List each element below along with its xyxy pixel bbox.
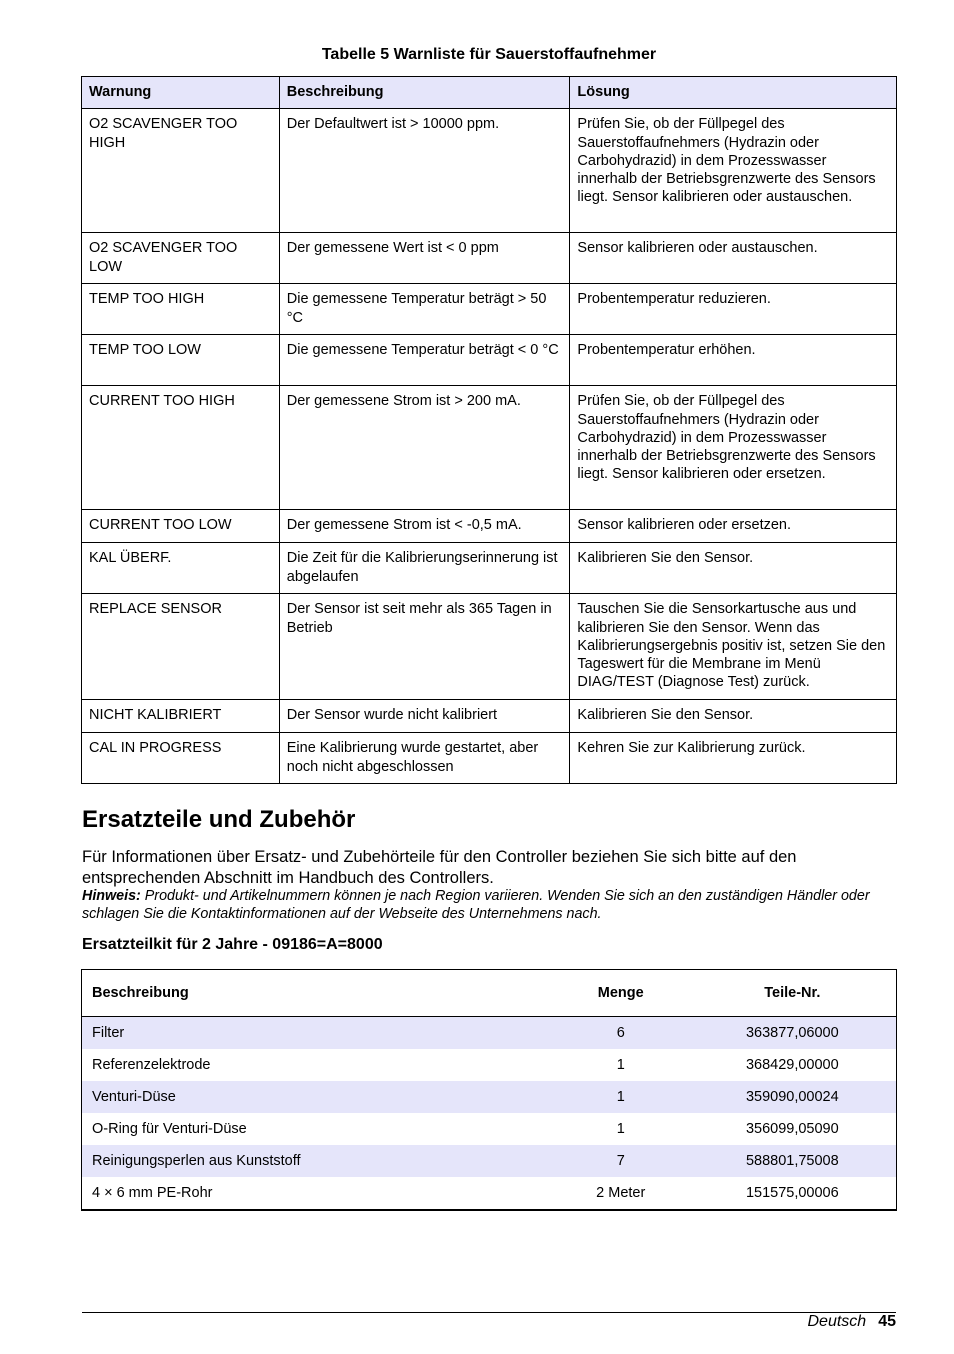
table-row [82, 1145, 897, 1177]
solution-cell: Prüfen Sie, ob der Füllpegel des Sauerstoffaufnehmers (Hydrazin oder Carbohydrazid) in dem Prozesswasser innerhalb der Betriebsgrenzwerte des Sensors liegt. Sensor kalibrieren oder ersetzen. [570, 386, 897, 510]
warning-cell: REPLACE SENSOR [82, 594, 280, 700]
table-row [82, 733, 897, 784]
warning-cell: KAL ÜBERF. [82, 543, 280, 594]
part-description-cell: 4 × 6 mm PE-Rohr [92, 1185, 213, 1201]
solution-cell: Tauschen Sie die Sensorkartusche aus und kalibrieren Sie den Sensor. Wenn das Kalibrierungsergebnis positiv ist, setzen Sie den Tageswert für die Membrane im Menü DIAG/TEST (Diagnose Test) zurück. [570, 594, 897, 700]
solution-cell: Sensor kalibrieren oder austauschen. [570, 233, 897, 284]
part-description-cell: Referenzelektrode [92, 1057, 211, 1073]
note-text: Produkt- und Artikelnummern können je nach Region variieren. Wenden Sie sich an den zuständigen Händler oder schlagen Sie die Kontaktinformationen auf der Webseite des Unternehmens nach. [82, 888, 870, 922]
part-quantity-cell: 1 [616, 1057, 625, 1073]
description-cell: Der Sensor wurde nicht kalibriert [279, 700, 570, 733]
table-row [82, 700, 897, 733]
part-description-cell: Reinigungsperlen aus Kunststoff [82, 1145, 553, 1177]
warning-cell: CURRENT TOO HIGH [82, 386, 280, 510]
description-cell: Die gemessene Temperatur beträgt > 50 °C [279, 284, 570, 335]
warning-cell: TEMP TOO HIGH [82, 284, 280, 335]
parts-kit-heading: Ersatzteilkit für 2 Jahre - 09186=A=8000 [82, 936, 383, 953]
description-cell: Die Zeit für die Kalibrierungserinnerung ist abgelaufen [279, 543, 570, 594]
description-cell: Der Defaultwert ist > 10000 ppm. [279, 109, 570, 233]
table-row [82, 1081, 897, 1113]
part-quantity-cell: 1 [553, 1081, 689, 1113]
warning-cell: NICHT KALIBRIERT [82, 700, 280, 733]
solution-cell: Kehren Sie zur Kalibrierung zurück. [570, 733, 897, 784]
part-quantity-cell: 2 Meter [596, 1185, 646, 1201]
part-number-cell: 359090,00024 [689, 1081, 897, 1113]
part-quantity-cell: 6 [553, 1017, 689, 1050]
part-number-cell: 363877,06000 [689, 1017, 897, 1050]
footer-language: Deutsch [807, 1313, 867, 1330]
table-row [82, 284, 897, 335]
note-paragraph [82, 888, 896, 923]
column-header-beschreibung: Beschreibung [279, 77, 570, 109]
part-number-cell: 368429,00000 [745, 1057, 839, 1073]
table-row [82, 594, 897, 700]
warning-cell: CURRENT TOO LOW [82, 510, 280, 543]
table-row [82, 510, 897, 543]
table-row [82, 1049, 897, 1081]
table-row [82, 1017, 897, 1050]
page-footer [808, 1313, 897, 1331]
footer-divider [82, 1312, 896, 1313]
table-row [82, 386, 897, 510]
solution-cell: Kalibrieren Sie den Sensor. [570, 543, 897, 594]
part-quantity-cell: 1 [616, 1121, 625, 1137]
part-description-cell: O-Ring für Venturi-Düse [92, 1121, 247, 1137]
description-cell: Der gemessene Wert ist < 0 ppm [279, 233, 570, 284]
warning-cell: TEMP TOO LOW [82, 335, 280, 386]
parts-table [81, 969, 897, 1211]
warning-cell: CAL IN PROGRESS [82, 733, 280, 784]
warning-table [81, 76, 897, 784]
warning-cell: O2 SCAVENGER TOO LOW [82, 233, 280, 284]
intro-paragraph: Für Informationen über Ersatz- und Zubehörteile für den Controller beziehen Sie sich bitte auf den entsprechenden Abschnitt im Handbuch des Controllers. [82, 848, 797, 887]
column-header-menge: Menge [553, 970, 689, 1017]
column-header-beschreibung: Beschreibung [82, 970, 553, 1017]
column-header-warnung: Warnung [82, 77, 280, 109]
table-header-row [82, 970, 897, 1017]
part-number-cell: 356099,05090 [745, 1121, 839, 1137]
table-row [82, 335, 897, 386]
part-quantity-cell: 7 [553, 1145, 689, 1177]
solution-cell: Sensor kalibrieren oder ersetzen. [570, 510, 897, 543]
table-row [82, 109, 897, 233]
table-row [82, 233, 897, 284]
column-header-teile-nr: Teile-Nr. [689, 970, 897, 1017]
description-cell: Die gemessene Temperatur beträgt < 0 °C [279, 335, 570, 386]
description-cell: Der gemessene Strom ist > 200 mA. [279, 386, 570, 510]
solution-cell: Probentemperatur erhöhen. [570, 335, 897, 386]
note-label: Hinweis: [82, 888, 141, 904]
description-cell: Eine Kalibrierung wurde gestartet, aber noch nicht abgeschlossen [279, 733, 570, 784]
table-caption: Tabelle 5 Warnliste für Sauerstoffaufnehmer [321, 46, 657, 63]
page-number: 45 [878, 1313, 896, 1330]
table-row [82, 1113, 897, 1145]
table-row [82, 1177, 897, 1210]
part-description-cell: Venturi-Düse [82, 1081, 553, 1113]
table-row [82, 543, 897, 594]
solution-cell: Prüfen Sie, ob der Füllpegel des Sauerstoffaufnehmers (Hydrazin oder Carbohydrazid) in dem Prozesswasser innerhalb der Betriebsgrenzwerte des Sensors liegt. Sensor kalibrieren oder austauschen. [570, 109, 897, 233]
description-cell: Der Sensor ist seit mehr als 365 Tagen in Betrieb [279, 594, 570, 700]
solution-cell: Probentemperatur reduzieren. [570, 284, 897, 335]
description-cell: Der gemessene Strom ist < -0,5 mA. [279, 510, 570, 543]
part-description-cell: Filter [82, 1017, 553, 1050]
solution-cell: Kalibrieren Sie den Sensor. [570, 700, 897, 733]
table-header-row [82, 77, 897, 109]
column-header-loesung: Lösung [570, 77, 897, 109]
part-number-cell: 151575,00006 [745, 1185, 839, 1201]
warning-cell: O2 SCAVENGER TOO HIGH [82, 109, 280, 233]
section-heading: Ersatzteile und Zubehör [82, 806, 356, 833]
part-number-cell: 588801,75008 [689, 1145, 897, 1177]
